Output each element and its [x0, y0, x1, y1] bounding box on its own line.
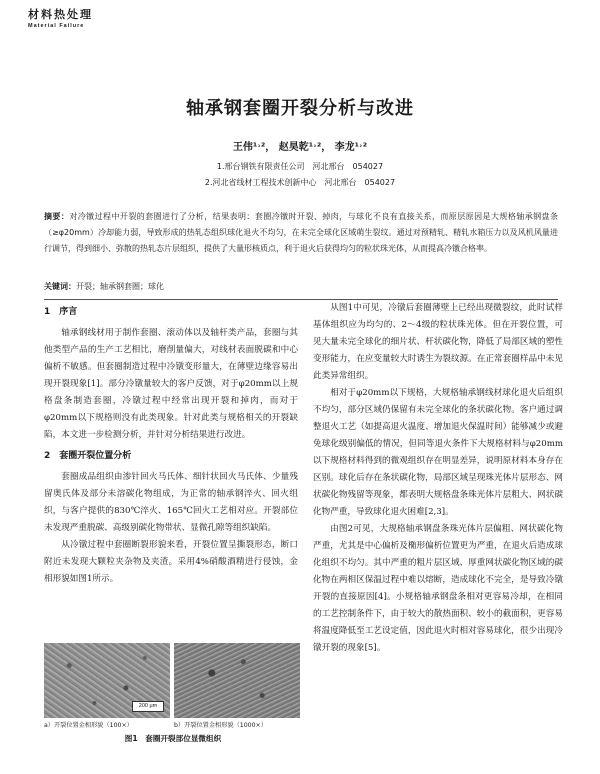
affiliation-1: 1.邢台钢铁有限责任公司 河北邢台 054027: [216, 162, 384, 171]
scale-bar: 200 μm: [132, 701, 164, 712]
paragraph: 从冷镦过程中套圈断裂形貌来看，开裂位置呈撕裂形态，断口附近未发现大颗粒夹杂物及夹渣。采用4%硝酸酒精进行侵蚀，金相形貌如图1所示。: [44, 540, 298, 584]
paragraph: 从图1中可见，冷镦后套圈薄壁上已经出现微裂纹，此时试样基体组织应为均匀的、2～4级的粒状珠光体。但在开裂位置，可见大量未完全球化的细片状、杆状碳化物，降低了局部区域的塑性变形能力，在应变量较大时诱生为裂纹源。在正常套圈样品中未见此类异常组织。: [313, 303, 563, 381]
section-1-title: 1 序言: [44, 307, 78, 317]
authors: 王伟¹˒²， 赵昊乾¹˒²， 李龙¹˒²: [232, 142, 368, 153]
subcaption-a: a）开裂位置金相形貌（100×）: [44, 722, 133, 729]
right-column: [313, 300, 563, 657]
left-column: [44, 300, 298, 588]
figure-panel-a: [44, 643, 170, 729]
micrograph-a: [44, 643, 170, 718]
abstract-label: 摘要：: [44, 212, 70, 221]
abstract: [44, 209, 558, 257]
affiliation-2: 2.河北省线材工程技术创新中心 河北邢台 054027: [204, 178, 396, 187]
article-title: 轴承钢套圈开裂分析与改进: [186, 98, 414, 119]
micrograph-b: [174, 643, 300, 718]
paragraph: 由图2可见，大规格轴承钢盘条珠光体片层偏粗、网状碳化物严重，尤其是中心偏析及椭形偏析位置更为严重，在退火后造成球化组织不均匀。其中严重的粗片层区域、厚重网状碳化物区域的碳化物在两相区保温过程中难以熔断，造成球化不完全，是导致冷镦开裂的直接原因[4]。小规格轴承钢盘条相对更容易冷却，在相同的工艺控制条件下，由于较大的散热面积、较小的截面积，更容易将温度降低至工艺设定值，因此退火时相对容易球化，很少出现冷镦开裂的现象[5]。: [313, 524, 563, 653]
paragraph: 套圈成品组织由渗针回火马氏体、细针状回火马氏体、少量残留奥氏体及部分未溶碳化物组成，为正常的轴承钢淬火、回火组织，与客户提供的830℃淬火、165℃回火工艺相对应。开裂部位未发现严重脱碳、高级别碳化物带状、显微孔隙等组织缺陷。: [44, 472, 298, 533]
paragraph: 轴承钢线材用于制作套圈、滚动体以及轴杆类产品，套圈与其他类型产品的生产工艺相比，磨削量偏大，对线材表面脱碳和中心偏析不敏感。但套圈制造过程中冷镦变形量大，在薄壁边缘容易出现开裂现象[1]。部分冷镦量较大的客户反馈，对于φ20mm以上规格盘条制造套圈，冷镦过程中经常出现开裂和掉肉，而对于φ20mm以下规格则没有此类现象。针对此类与规格相关的开裂缺陷，本文进一步检测分析，并针对分析结果进行改进。: [44, 328, 298, 440]
keywords-label: 关键词：: [44, 282, 76, 291]
figure-panel-b: [174, 643, 300, 729]
section-2-title: 2 套圈开裂位置分析: [44, 451, 132, 461]
subcaption-b: b）开裂位置金相形貌（1000×）: [174, 722, 267, 729]
journal-name: 材料热处理: [28, 8, 93, 21]
paragraph: 相对于φ20mm以下规格，大规格轴承钢线材球化退火后组织不均匀，部分区域仍保留有未完全球化的条状碳化物。客户通过调整退火工艺（如提高退火温度、增加退火保温时间）能够减少或避免球化级别偏低的情况，但同等退火条件下大规格材料与φ20mm以下规格材料得到的微观组织存在明显差异，说明原材料本身存在区别。球化后存在条状碳化物，局部区域呈现珠光体片层形态、网状碳化物残留等现象，都表明大规格盘条珠光体片层粗大、网状碳化物严重，导致球化退火困难[2,3]。: [313, 388, 563, 517]
figure-1: [44, 643, 302, 744]
keywords-text: 开裂；轴承钢套圈；球化: [76, 282, 164, 291]
journal-header: [28, 6, 93, 29]
keywords: [44, 280, 558, 294]
journal-name-en: Material Failure: [28, 23, 85, 29]
abstract-text: 对冷镦过程中开裂的套圈进行了分析，结果表明：套圈冷镦时开裂、掉肉，与球化不良有直接关系，而原层原因是大规格轴承钢盘条（≥φ20mm）冷却能力弱，导致形成的热轧态组织球化退火不均匀，在未完全球化区域萌生裂纹。通过对预精轧、精轧水箱压力以及风机风量进行调节，得到细小、弥散的热轧态片层组织，提供了大量形核质点，利于退火后获得均匀的粒状珠光体，从而提高冷镦合格率。: [44, 212, 559, 253]
figure-caption: 图1 套圈开裂部位显微组织: [124, 734, 222, 743]
